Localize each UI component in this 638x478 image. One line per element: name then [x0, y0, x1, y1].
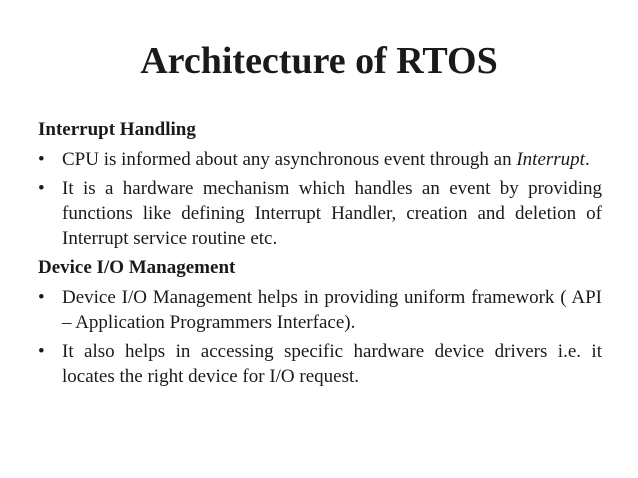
slide-title: Architecture of RTOS [140, 40, 498, 82]
section-heading-device-io-management: Device I/O Management [38, 257, 236, 278]
bullet-dot-icon: • [38, 287, 45, 308]
bullet-text: It also helps in accessing specific hardware device drivers i.e. it locates the right device for I/O request. [62, 341, 602, 387]
slide-content [38, 117, 602, 393]
bullet-text: CPU is informed about any asynchronous event through an [62, 149, 517, 170]
bullet-item [38, 176, 602, 251]
bullet-dot-icon: • [38, 178, 45, 199]
bullet-text: Device I/O Management helps in providing uniform framework ( API – Application Programmers Interface). [62, 287, 602, 333]
bullet-text: It is a hardware mechanism which handles an event by providing functions like defining Interrupt Handler, creation and deletion of Interrupt service routine etc. [62, 178, 602, 249]
bullet-item [38, 147, 602, 172]
section-heading-interrupt-handling: Interrupt Handling [38, 119, 196, 140]
bullet-text-end: . [584, 149, 590, 170]
bullet-dot-icon: • [38, 341, 45, 362]
bullet-item [38, 339, 602, 389]
bullet-dot-icon: • [38, 149, 45, 170]
bullet-item [38, 285, 602, 335]
bullet-text-italic: Interrupt [516, 149, 585, 170]
